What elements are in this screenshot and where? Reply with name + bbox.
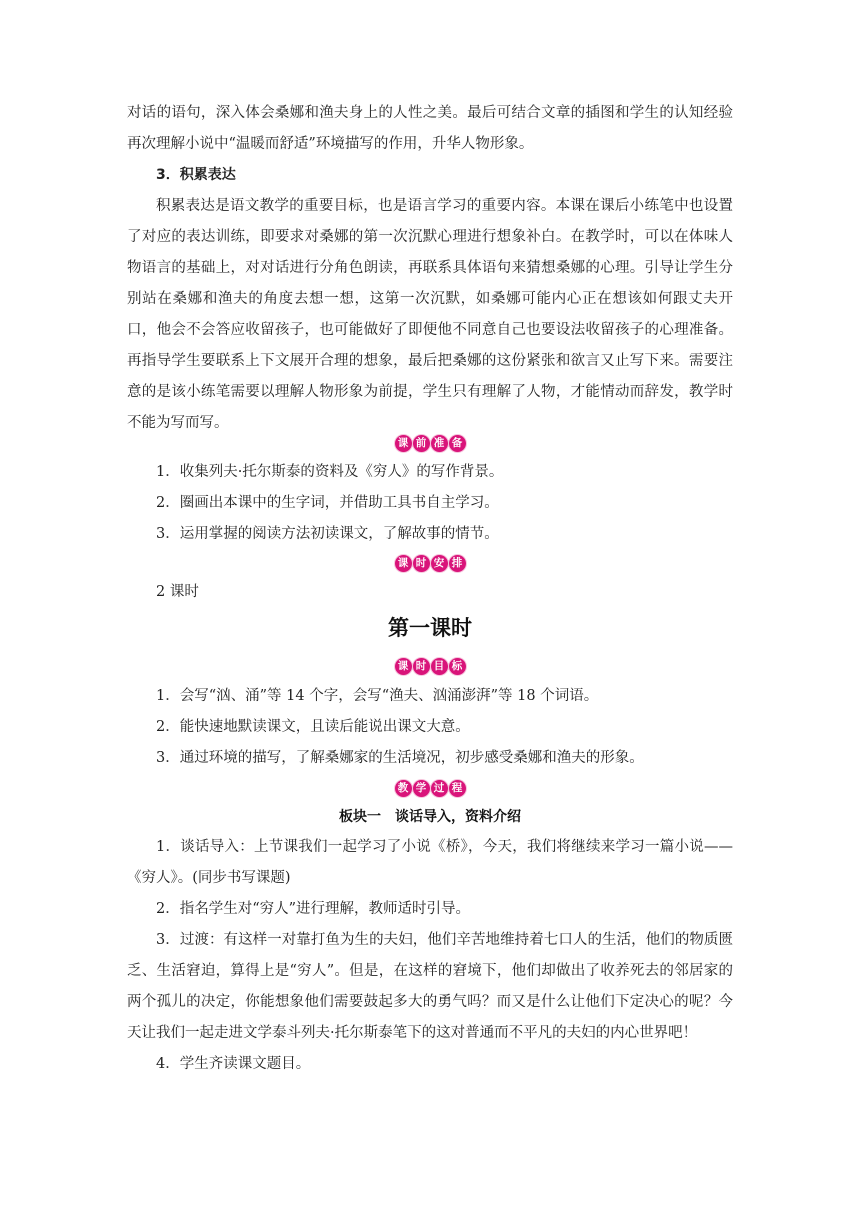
process-item: 3．过渡：有这样一对靠打鱼为生的夫妇，他们辛苦地维持着七口人的生活，他们的物质匮乏、生活窘迫，算得上是“穷人”。但是，在这样的窘境下，他们却做出了收养死去的邻居家的两个孤儿的决定，你能想象他们需要鼓起多大的勇气吗？而又是什么让他们下定决心的呢？今天让我们一起走进文学泰斗列夫·托尔斯泰笔下的这对普通而不平凡的夫妇的内心世界吧！ (127, 932, 733, 1041)
heading-accumulate-expression: 3．积累表达 (156, 167, 236, 183)
section-title: 板块一 谈话导入，资料介绍 (339, 809, 521, 825)
badge-char: 学 (413, 780, 430, 797)
badge-char: 教 (395, 780, 412, 797)
process-item: 1．谈话导入：上节课我们一起学习了小说《桥》，今天，我们将继续来学习一篇小说——《穷人》。(同步书写课题) (127, 839, 733, 886)
badge-char: 前 (413, 435, 430, 452)
badge-char: 课 (395, 435, 412, 452)
badge-lesson-goals (0, 655, 860, 677)
prep-item: 2．圈画出本课中的生字词，并借助工具书自主学习。 (156, 495, 499, 511)
badge-char: 过 (431, 780, 448, 797)
goal-item: 2．能快速地默读课文，且读后能说出课文大意。 (156, 719, 470, 735)
intro-continuation: 对话的语句，深入体会桑娜和渔夫身上的人性之美。最后可结合文章的插图和学生的认知经验再次理解小说中“温暖而舒适”环境描写的作用，升华人物形象。 (127, 105, 733, 152)
badge-char: 安 (431, 555, 448, 572)
badge-schedule (0, 552, 860, 574)
badge-char: 排 (449, 555, 466, 572)
goal-item: 3．通过环境的描写，了解桑娜家的生活境况，初步感受桑娜和渔夫的形象。 (156, 750, 644, 766)
badge-char: 标 (449, 658, 466, 675)
accumulate-expression-paragraph: 积累表达是语文教学的重要目标，也是语言学习的重要内容。本课在课后小练笔中也设置了对应的表达训练，即要求对桑娜的第一次沉默心理进行想象补白。在教学时，可以在体味人物语言的基础上，对对话进行分角色朗读，再联系具体语句来猜想桑娜的心理。引导让学生分别站在桑娜和渔夫的角度去想一想，这第一次沉默，如桑娜可能内心正在想该如何跟丈夫开口，他会不会答应收留孩子，也可能做好了即便他不同意自己也要设法收留孩子的心理准备。再指导学生要联系上下文展开合理的想象，最后把桑娜的这份紧张和欲言又止写下来。需要注意的是该小练笔需要以理解人物形象为前提，学生只有理解了人物，才能情动而辞发，教学时不能为写而写。 (127, 198, 733, 431)
schedule-text: 2 课时 (156, 584, 199, 600)
process-item: 4．学生齐读课文题目。 (156, 1056, 311, 1072)
badge-char: 准 (431, 435, 448, 452)
badge-char: 时 (413, 658, 430, 675)
prep-item: 3．运用掌握的阅读方法初读课文，了解故事的情节。 (156, 526, 499, 542)
badge-char: 课 (395, 658, 412, 675)
badge-char: 目 (431, 658, 448, 675)
badge-char: 备 (449, 435, 466, 452)
badge-pre-class-prep (0, 432, 860, 454)
badge-char: 时 (413, 555, 430, 572)
process-item: 2．指名学生对“穷人”进行理解，教师适时引导。 (156, 901, 471, 917)
goal-item: 1．会写“汹、涌”等 14 个字，会写“渔夫、汹涌澎湃”等 18 个词语。 (156, 688, 599, 704)
badge-char: 程 (449, 780, 466, 797)
badge-char: 课 (395, 555, 412, 572)
prep-item: 1．收集列夫·托尔斯泰的资料及《穷人》的写作背景。 (156, 464, 504, 480)
lesson-title: 第一课时 (388, 616, 472, 640)
badge-teaching-process (0, 777, 860, 799)
